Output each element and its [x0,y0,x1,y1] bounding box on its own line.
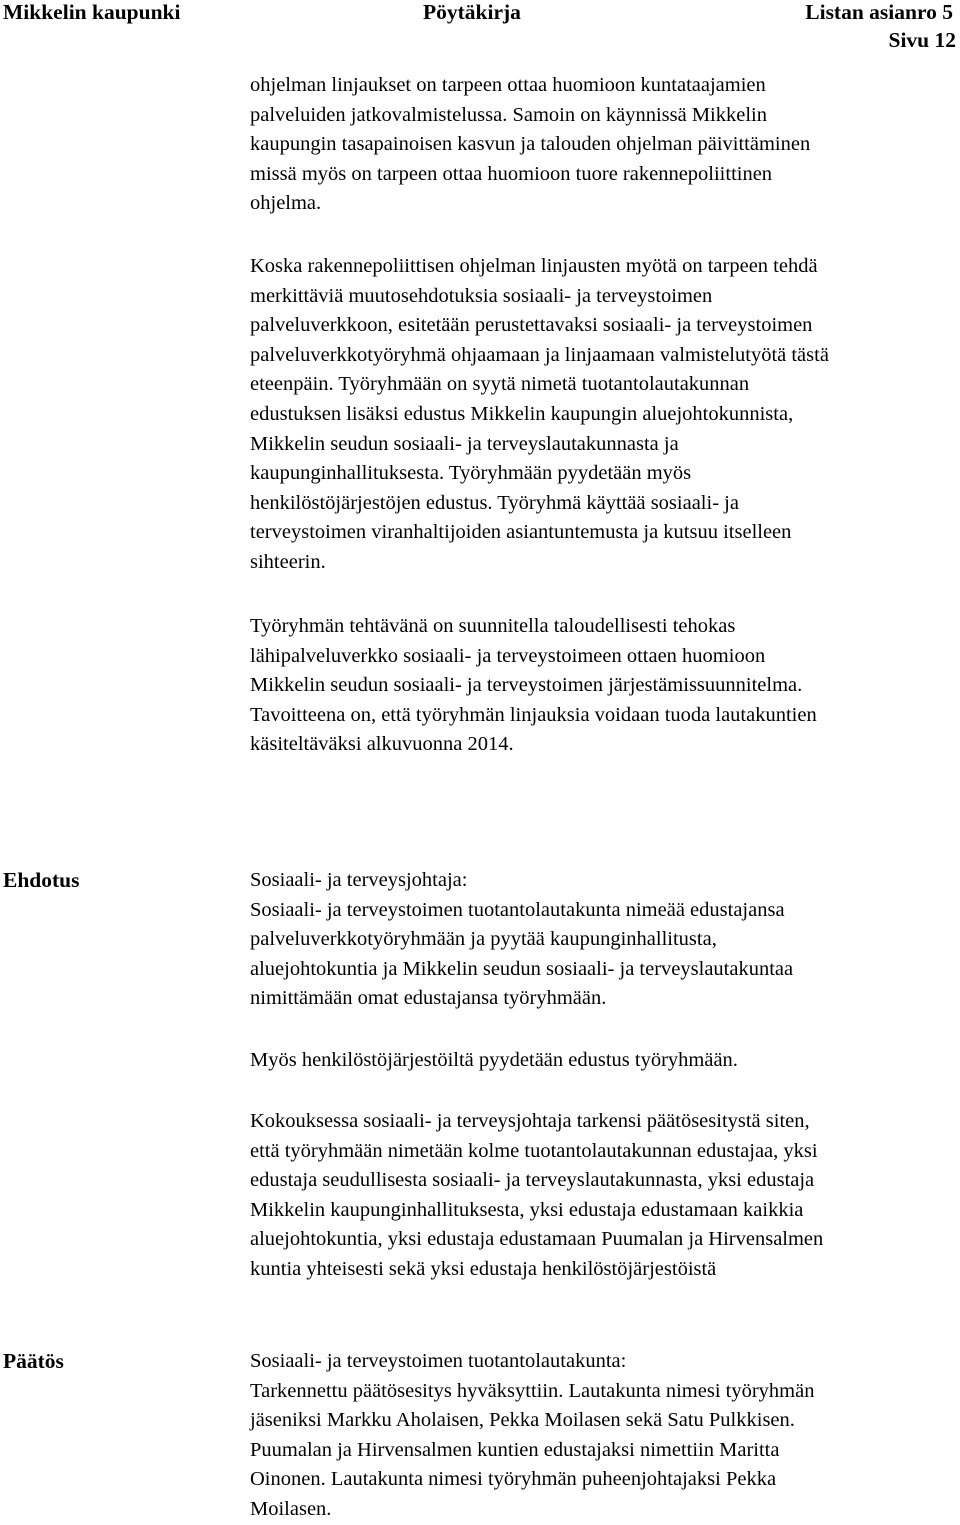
ehdotus-label: Ehdotus [3,868,80,892]
text-line: henkilöstöjärjestöjen edustus. Työryhmä käyttää sosiaali- ja [250,491,739,514]
text-line: käsiteltäväksi alkuvuonna 2014. [250,733,514,756]
text-line: Mikkelin seudun sosiaali- ja terveyslautakunnasta ja [250,432,679,455]
page-number: Sivu 12 [888,28,956,52]
text-line: lähipalveluverkko sosiaali- ja terveystoimeen ottaen huomioon [250,644,766,667]
ehdotus-paragraph-1 [250,866,955,1014]
text-line: Kokouksessa sosiaali- ja terveysjohtaja tarkensi päätösesitystä siten, [250,1110,810,1132]
paatos-label: Päätös [3,1349,64,1373]
text-line: aluejohtokuntia ja Mikkelin seudun sosiaali- ja terveyslautakuntaa [250,957,794,980]
text-line: Moilasen. [250,1497,332,1520]
page-header [0,0,960,60]
text-line: Puumalan ja Hirvensalmen kuntien edustajaksi nimettiin Maritta [250,1438,780,1461]
text-line: Tavoitteena on, että työryhmän linjauksia voidaan tuoda lautakuntien [250,703,817,726]
text-line: merkittäviä muutosehdotuksia sosiaali- ja terveystoimen [250,284,713,307]
text-line: palveluverkkotyöryhmä ohjaamaan ja linjaamaan valmistelutyötä tästä [250,343,829,366]
ehdotus-paragraph-3 [250,1107,955,1285]
text-line: kuntia yhteisesti sekä yksi edustaja henkilöstöjärjestöistä [250,1257,717,1280]
list-item-number: Listan asianro 5 [805,0,953,24]
text-line: Sosiaali- ja terveysjohtaja: [250,869,468,891]
text-line: Koska rakennepoliittisen ohjelman linjausten myötä on tarpeen tehdä [250,255,818,277]
text-line: Työryhmän tehtävänä on suunnitella taloudellisesti tehokas [250,615,736,637]
text-line: kaupungin tasapainoisen kasvun ja talouden ohjelman päivittäminen [250,133,811,156]
text-line: edustuksen lisäksi edustus Mikkelin kaupungin aluejohtokunnista, [250,402,794,425]
text-line: Mikkelin kaupunginhallituksesta, yksi edustaja edustamaan kaikkia [250,1198,804,1221]
text-line: ohjelma. [250,192,322,215]
text-line: eteenpäin. Työryhmään on syytä nimetä tuotantolautakunnan [250,373,750,396]
text-line: nimittämään omat edustajansa työryhmään. [250,987,607,1010]
text-line: missä myös on tarpeen ottaa huomioon tuore rakennepoliittinen [250,162,773,185]
text-line: kaupunginhallituksesta. Työryhmään pyydetään myös [250,462,692,485]
body-paragraph-2 [250,252,955,578]
document-type: Pöytäkirja [423,0,521,24]
text-line: Sosiaali- ja terveystoimen tuotantolautakunta nimeää edustajansa [250,898,785,921]
text-line: Tarkennettu päätösesitys hyväksyttiin. Lautakunta nimesi työryhmän [250,1379,815,1402]
text-line: jäseniksi Markku Aholaisen, Pekka Moilasen sekä Satu Pulkkisen. [250,1409,795,1432]
text-line: Myös henkilöstöjärjestöiltä pyydetään edustus työryhmään. [250,1049,738,1071]
text-line: sihteerin. [250,550,326,573]
body-paragraph-1 [250,71,955,219]
body-paragraph-3 [250,612,955,760]
text-line: Oinonen. Lautakunta nimesi työryhmän puheenjohtajaksi Pekka [250,1468,777,1491]
text-line: Sosiaali- ja terveystoimen tuotantolautakunta: [250,1350,627,1372]
text-line: palveluverkkoon, esitetään perustettavaksi sosiaali- ja terveystoimen [250,314,813,337]
text-line: terveystoimen viranhaltijoiden asiantuntemusta ja kutsuu itselleen [250,521,792,544]
text-line: edustaja seudullisesta sosiaali- ja terveyslautakunnasta, yksi edustaja [250,1169,815,1192]
ehdotus-paragraph-2 [250,1046,955,1076]
text-line: palveluverkkotyöryhmään ja pyytää kaupunginhallitusta, [250,928,717,951]
text-line: ohjelman linjaukset on tarpeen ottaa huomioon kuntataajamien [250,74,766,96]
text-line: että työryhmään nimetään kolme tuotantolautakunnan edustajaa, yksi [250,1139,818,1162]
organization-name: Mikkelin kaupunki [3,0,181,24]
text-line: aluejohtokuntia, yksi edustaja edustamaan Puumalan ja Hirvensalmen [250,1228,824,1251]
text-line: Mikkelin seudun sosiaali- ja terveystoimen järjestämissuunnitelma. [250,674,803,697]
paatos-paragraph-1 [250,1347,955,1525]
text-line: palveluiden jatkovalmistelussa. Samoin on käynnissä Mikkelin [250,103,767,126]
